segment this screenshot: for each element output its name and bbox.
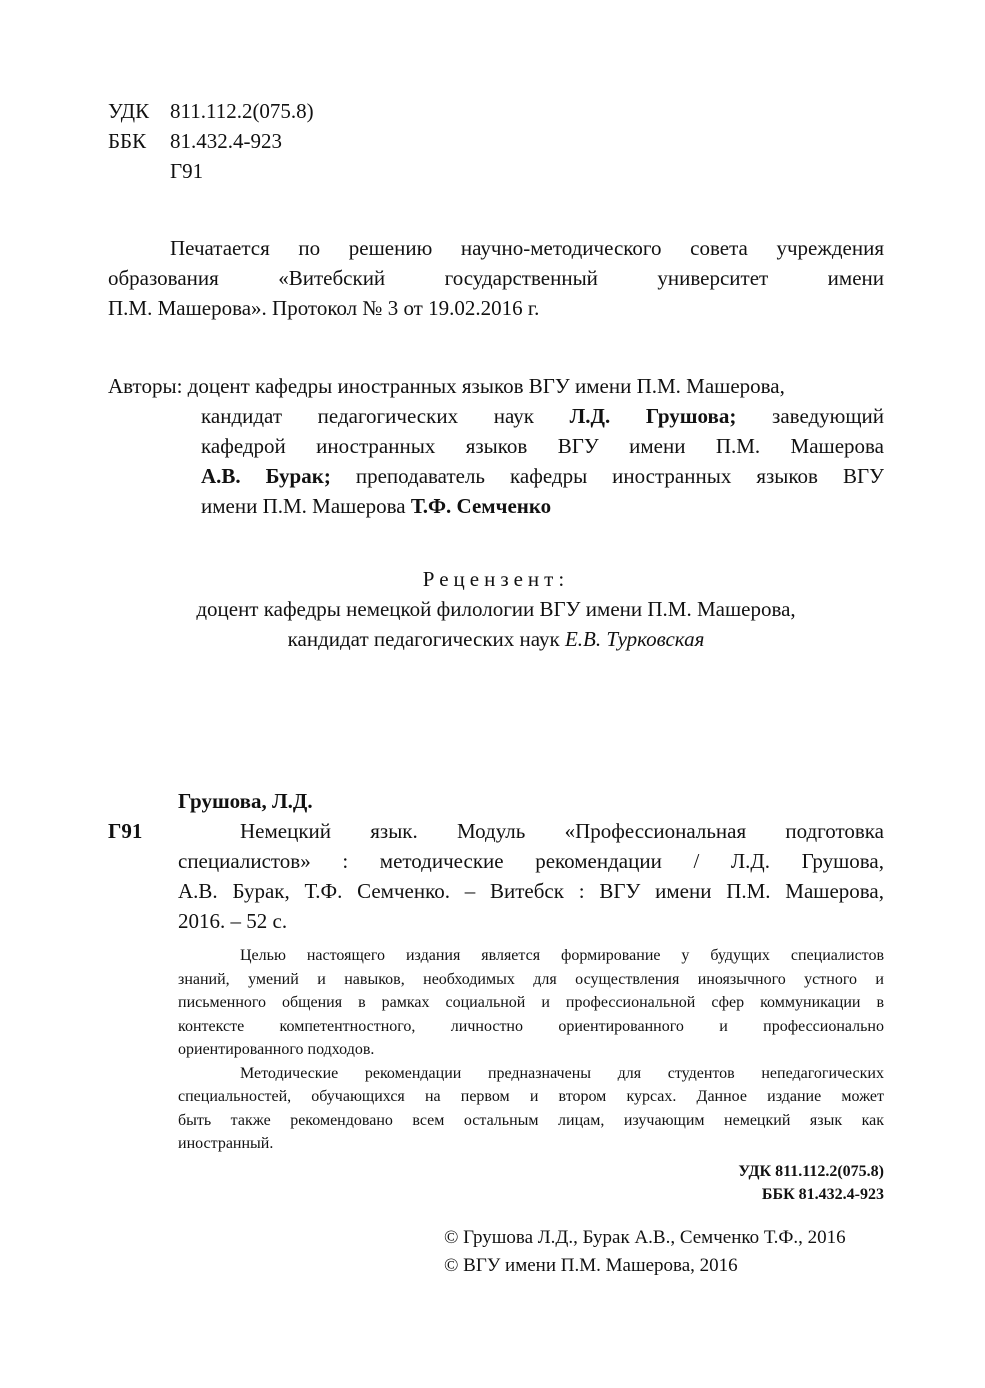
abstract-line: иностранный. bbox=[178, 1135, 274, 1152]
classification-header bbox=[108, 96, 314, 186]
authors-line bbox=[108, 371, 884, 401]
approval-line: Печатается по решению научно-методического совета учреждения bbox=[170, 236, 884, 260]
abstract-line: ориентированного подходов. bbox=[178, 1041, 375, 1058]
bbk-line bbox=[108, 126, 314, 156]
copyright-line: © Грушова Л.Д., Бурак А.В., Семченко Т.Ф., 2016 bbox=[444, 1227, 846, 1248]
approval-statement bbox=[108, 233, 884, 323]
bib-body bbox=[108, 816, 884, 936]
bib-code: Г91 bbox=[108, 819, 143, 843]
bib-author: Грушова, Л.Д. bbox=[178, 789, 313, 813]
bib-line: Немецкий язык. Модуль «Профессиональная подготовка bbox=[240, 819, 884, 843]
reviewer-text: кандидат педагогических наук bbox=[287, 627, 560, 651]
authors-text: преподаватель кафедры иностранных языков ВГУ bbox=[355, 464, 884, 488]
authors-label: Авторы: bbox=[108, 374, 183, 398]
author-name: Л.Д. Грушова; bbox=[569, 404, 737, 428]
authors-text: доцент кафедры иностранных языков ВГУ имени П.М. Машерова, bbox=[187, 374, 785, 398]
authors-line bbox=[108, 491, 884, 521]
abstract-line: быть также рекомендовано всем остальным лицам, изучающим немецкий язык как bbox=[178, 1111, 884, 1129]
author-name: А.В. Бурак; bbox=[201, 464, 331, 488]
classification-footer bbox=[738, 1160, 884, 1206]
udk-line bbox=[108, 96, 314, 126]
reviewer-name: Е.В. Турковская bbox=[564, 627, 705, 651]
abstract-line: Методические рекомендации предназначены для студентов непедагогических bbox=[240, 1064, 884, 1082]
authors-text: кандидат педагогических наук bbox=[201, 404, 534, 428]
authors-line bbox=[108, 461, 884, 491]
abstract-line: Целью настоящего издания является формирование у будущих специалистов bbox=[240, 947, 884, 964]
reviewer-line: доцент кафедры немецкой филологии ВГУ имени П.М. Машерова, bbox=[196, 597, 796, 621]
abstract-line: специальностей, обучающихся на первом и втором курсах. Данное издание может bbox=[178, 1088, 884, 1105]
abstract-line: письменного общения в рамках социальной и профессиональной сфер коммуникации в bbox=[178, 994, 884, 1011]
copyright-block bbox=[444, 1224, 846, 1280]
udk-footer: УДК 811.112.2(075.8) bbox=[738, 1163, 884, 1180]
abstract bbox=[178, 944, 884, 1156]
udk-value: 811.112.2(075.8) bbox=[170, 99, 314, 123]
udk-label: УДК bbox=[108, 99, 150, 123]
authors-block bbox=[108, 371, 884, 521]
bbk-label: ББК bbox=[108, 129, 147, 153]
reviewer-heading: Рецензент: bbox=[422, 567, 570, 591]
copyright-line: © ВГУ имени П.М. Машерова, 2016 bbox=[444, 1255, 738, 1276]
authors-line: кафедрой иностранных языков ВГУ имени П.М. Машерова bbox=[201, 434, 884, 458]
abstract-line: знаний, умений и навыков, необходимых для осуществления иноязычного устного и bbox=[178, 970, 884, 988]
reviewer-block bbox=[108, 564, 884, 654]
bbk-footer: ББК 81.432.4-923 bbox=[761, 1186, 884, 1203]
bib-line: 2016. – 52 с. bbox=[178, 909, 288, 933]
bibliographic-entry bbox=[108, 786, 884, 936]
authors-line bbox=[108, 401, 884, 431]
authors-text: имени П.М. Машерова bbox=[201, 494, 406, 518]
bib-line: специалистов» : методические рекомендации / Л.Д. Грушова, bbox=[178, 849, 884, 873]
approval-line: П.М. Машерова». Протокол № 3 от 19.02.2016 г. bbox=[108, 296, 540, 320]
bbk-value: 81.432.4-923 bbox=[170, 129, 282, 153]
authors-text: заведующий bbox=[772, 404, 885, 428]
bib-line: А.В. Бурак, Т.Ф. Семченко. – Витебск : ВГУ имени П.М. Машерова, bbox=[178, 879, 884, 903]
approval-line: образования «Витебский государственный университет имени bbox=[108, 266, 884, 290]
reviewer-line bbox=[108, 624, 884, 654]
abstract-line: контексте компетентностного, личностно ориентированного и профессионально bbox=[178, 1017, 884, 1035]
author-sign: Г91 bbox=[170, 159, 204, 183]
author-name: Т.Ф. Семченко bbox=[410, 494, 552, 518]
